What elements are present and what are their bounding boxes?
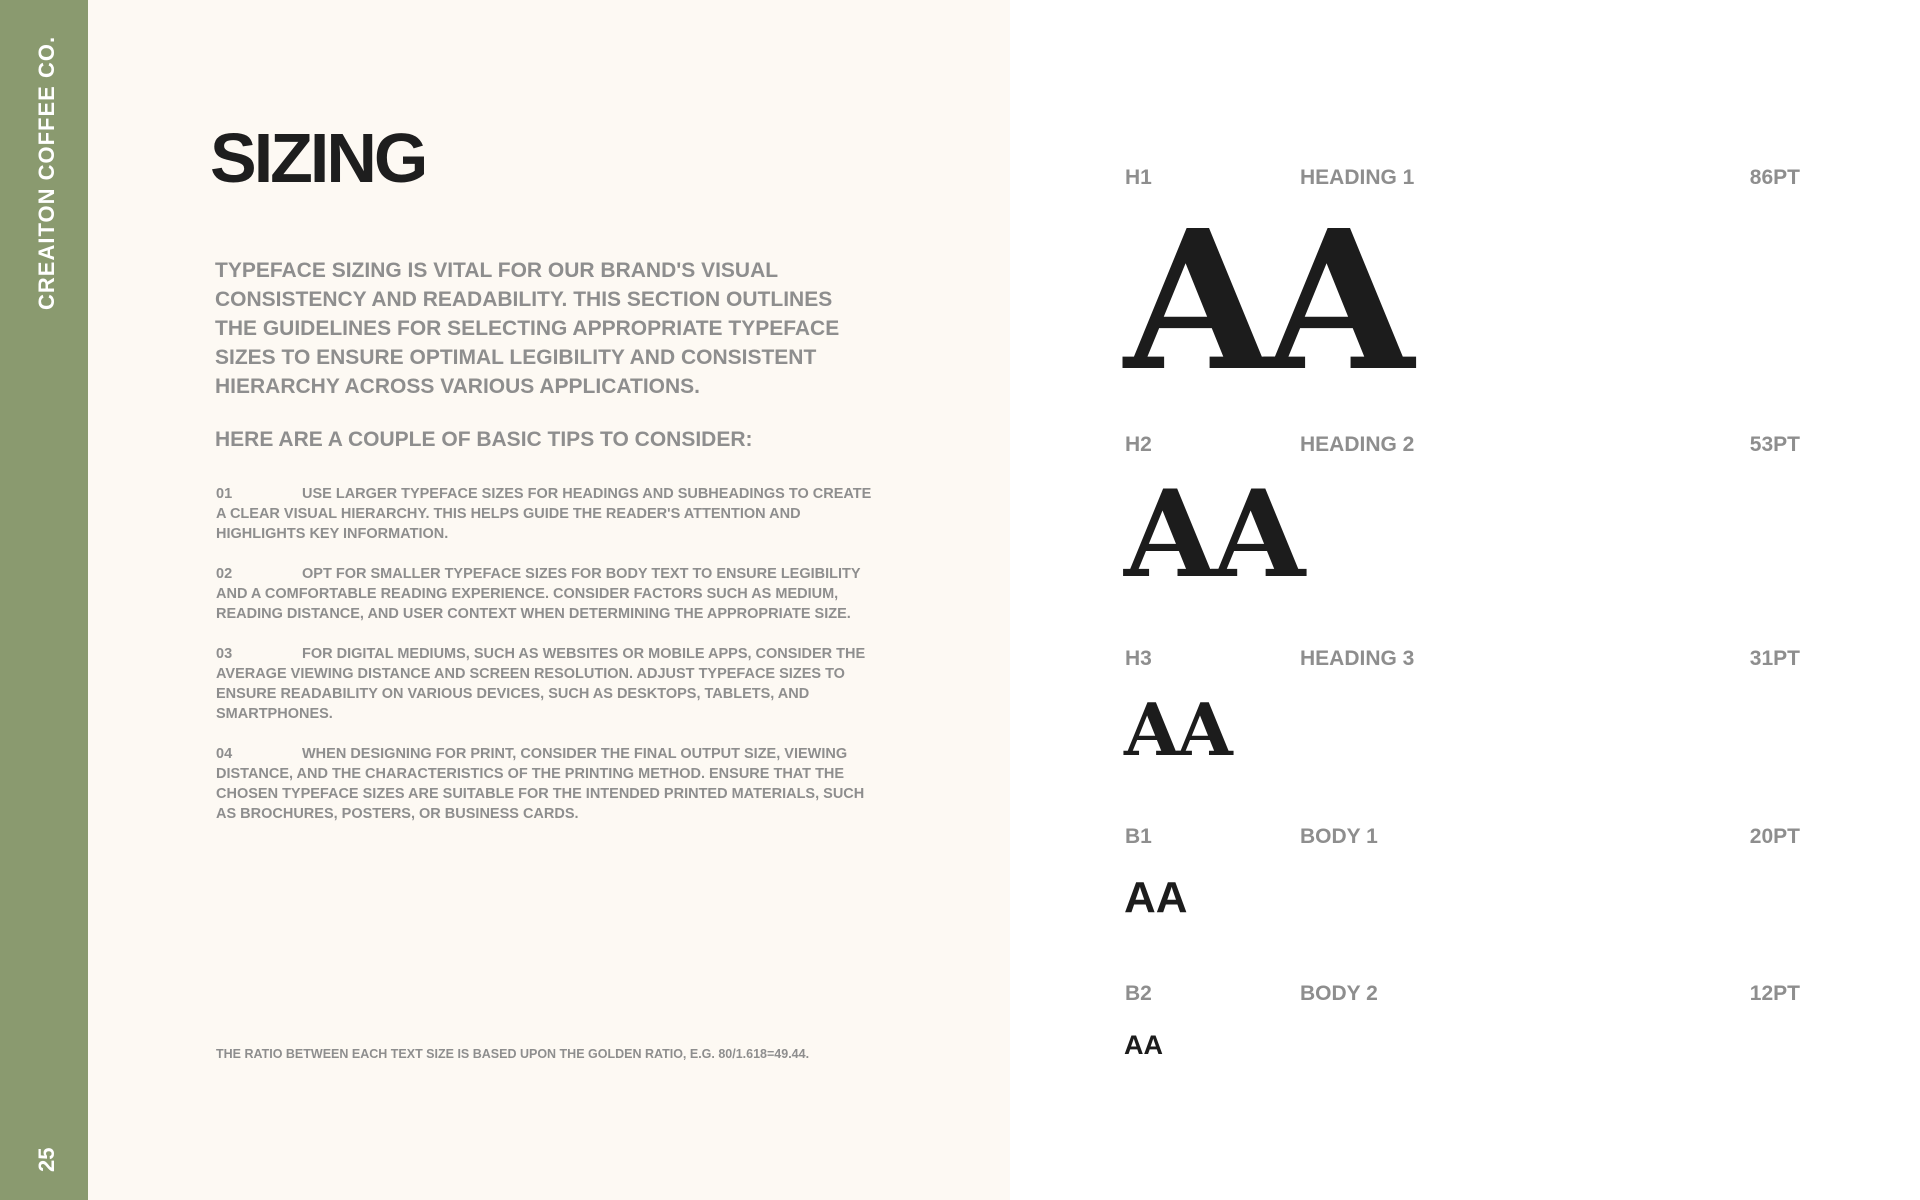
spec-size: 12PT [1749,982,1800,1005]
spec-sample-h2: AA [1124,464,1301,605]
page-title: SIZING [210,119,426,197]
spec-code: H1 [1125,166,1152,189]
spec-sample-h3: AA [1124,687,1230,772]
spec-size: 31PT [1749,647,1800,670]
intro-paragraph: TYPEFACE SIZING IS VITAL FOR OUR BRAND'S VISUAL CONSISTENCY AND READABILITY. THIS SECTION OUTLINES THE GUIDELINES FOR SELECTING APPROPRIATE TYPEFACE SIZES TO ENSURE OPTIMAL LEGIBILITY AND CONSISTENT HIERARCHY ACROSS VARIOUS APPLICATIONS. [215,259,840,398]
spec-name: HEADING 3 [1300,647,1415,670]
tip-text: WHEN DESIGNING FOR PRINT, CONSIDER THE FINAL OUTPUT SIZE, VIEWING DISTANCE, AND THE CHARACTERISTICS OF THE PRINTING METHOD. ENSURE THAT THE CHOSEN TYPEFACE SIZES ARE SUITABLE FOR THE INTENDED PRINTED MATERIALS, SUCH AS BROCHURES, POSTERS, OR BUSINESS CARDS. [216,746,865,822]
tips-list [216,484,876,844]
brand-name: CREAITON COFFEE CO. [34,35,59,310]
spec-name: HEADING 1 [1300,166,1415,189]
footnote: THE RATIO BETWEEN EACH TEXT SIZE IS BASED UPON THE GOLDEN RATIO, E.G. 80/1.618=49.44. [216,1047,810,1061]
spec-size: 86PT [1749,166,1800,189]
tip-item [216,744,876,824]
tips-heading: HERE ARE A COUPLE OF BASIC TIPS TO CONSIDER: [215,428,753,451]
spec-code: H3 [1125,647,1152,670]
spec-sample-b2: AA [1124,1030,1163,1060]
tip-number: 03 [216,646,233,662]
tip-item [216,484,876,544]
spec-size: 53PT [1749,433,1800,456]
tip-number: 01 [216,486,233,502]
tip-item [216,564,876,624]
tip-number: 02 [216,566,233,582]
spec-name: HEADING 2 [1300,433,1415,456]
tip-text: USE LARGER TYPEFACE SIZES FOR HEADINGS AND SUBHEADINGS TO CREATE A CLEAR VISUAL HIERARCHY. THIS HELPS GUIDE THE READER'S ATTENTION AND HIGHLIGHTS KEY INFORMATION. [216,486,872,542]
spec-size: 20PT [1749,825,1800,848]
spec-name: BODY 1 [1300,825,1378,848]
spec-code: B1 [1125,825,1152,848]
spec-code: B2 [1125,982,1152,1005]
tip-text: OPT FOR SMALLER TYPEFACE SIZES FOR BODY TEXT TO ENSURE LEGIBILITY AND A COMFORTABLE READING EXPERIENCE. CONSIDER FACTORS SUCH AS MEDIUM, READING DISTANCE, AND USER CONTEXT WHEN DETERMINING THE APPROPRIATE SIZE. [216,566,861,622]
tip-item [216,644,876,724]
sidebar [0,0,88,1200]
page-number: 25 [34,1147,59,1172]
tip-text: FOR DIGITAL MEDIUMS, SUCH AS WEBSITES OR MOBILE APPS, CONSIDER THE AVERAGE VIEWING DISTANCE AND SCREEN RESOLUTION. ADJUST TYPEFACE SIZES TO ENSURE READABILITY ON VARIOUS DEVICES, SUCH AS DESKTOPS, TABLETS, AND SMARTPHONES. [216,646,866,722]
tip-number: 04 [216,746,233,762]
spec-sample-h1: AA [1124,189,1406,414]
spec-code: H2 [1125,433,1152,456]
spec-name: BODY 2 [1300,982,1378,1005]
spec-sample-b1: AA [1124,873,1188,922]
